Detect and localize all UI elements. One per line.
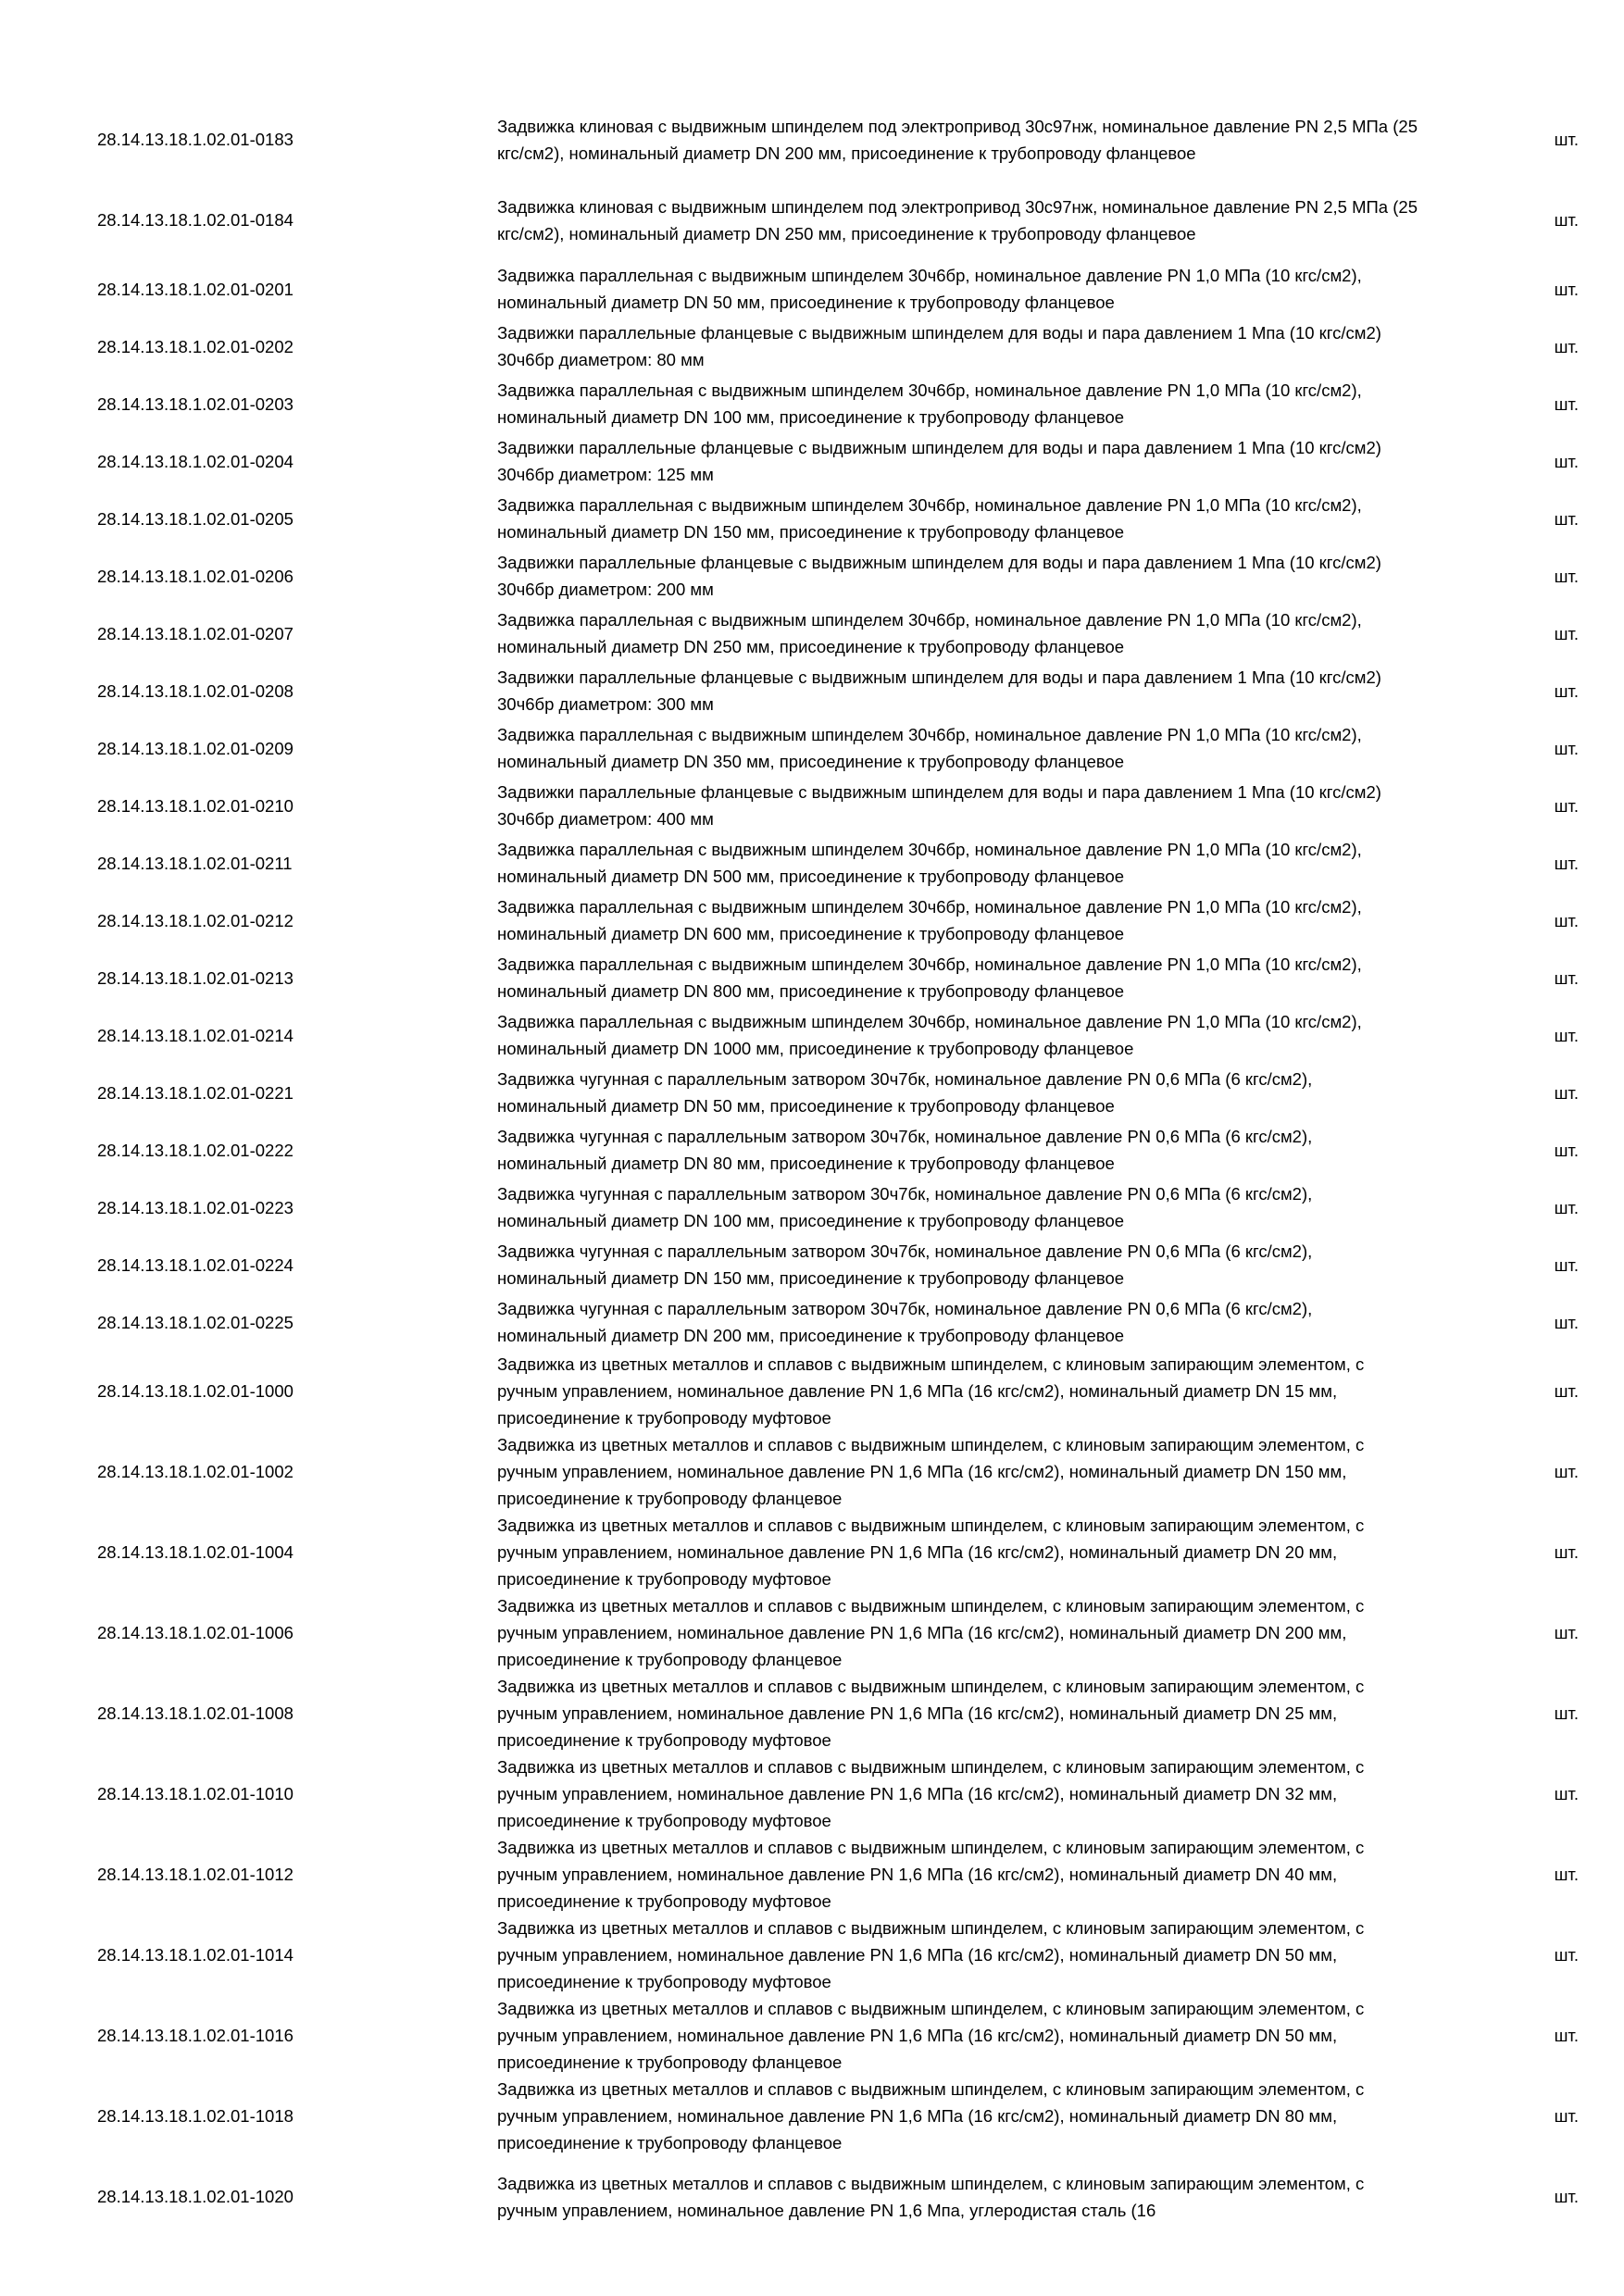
resource-unit: шт. [1554,2187,1579,2206]
resource-unit: шт. [1554,508,1579,529]
table-row [93,318,1586,375]
resource-description: Задвижка из цветных металлов и сплавов с выдвижным шпинделем, с клиновым запирающим элементом, с ручным управлением, номинальное давление PN 1,6 Мпа, углеродистая сталь (16 [497,2173,1365,2220]
table-row [93,490,1586,547]
table-row [93,2076,1586,2156]
resource-unit: шт. [1554,451,1579,471]
resource-code: 28.14.13.18.1.02.01-0202 [97,336,294,356]
table-row [93,1592,1586,1673]
resource-code: 28.14.13.18.1.02.01-0203 [97,393,294,414]
resource-table [93,99,1586,2237]
resource-unit: шт. [1554,1865,1579,1884]
resource-unit: шт. [1554,1381,1579,1401]
resource-description: Задвижка из цветных металлов и сплавов с выдвижным шпинделем, с клиновым запирающим элементом, с ручным управлением, номинальное давление PN 1,6 МПа (16 кгс/см2), номинальный диаметр DN 20 мм, присоединение к трубопроводу муфтовое [497,1516,1365,1589]
resource-code: 28.14.13.18.1.02.01-1012 [97,1865,294,1884]
resource-unit: шт. [1554,2106,1579,2126]
resource-code: 28.14.13.18.1.02.01-1006 [97,1623,294,1642]
table-row [93,949,1586,1006]
resource-description: Задвижка из цветных металлов и сплавов с выдвижным шпинделем, с клиновым запирающим элементом, с ручным управлением, номинальное давление PN 1,6 МПа (16 кгс/см2), номинальный диаметр DN 15 мм, присоединение к трубопроводу муфтовое [497,1354,1365,1428]
resource-unit: шт. [1554,1542,1579,1562]
resource-unit: шт. [1554,336,1579,356]
table-row [93,1834,1586,1915]
resource-unit: шт. [1554,1945,1579,1965]
table-row [93,834,1586,892]
resource-code: 28.14.13.18.1.02.01-1004 [97,1542,294,1562]
table-row [93,1673,1586,1753]
resource-code: 28.14.13.18.1.02.01-0209 [97,738,294,758]
table-row [93,547,1586,605]
table-row [93,1006,1586,1064]
resource-description: Задвижка клиновая с выдвижным шпинделем под электропривод 30с97нж, номинальное давление PN 2,5 МПа (25 кгс/см2), номинальный диаметр DN 200 мм, присоединение к трубопроводу фланцевое [497,116,1418,163]
table-row [93,1121,1586,1179]
resource-description: Задвижка параллельная с выдвижным шпинделем 30ч6бр, номинальное давление PN 1,0 МПа (10 кгс/см2), номинальный диаметр DN 50 мм, присоединение к трубопроводу фланцевое [497,266,1362,312]
table-row [93,1293,1586,1351]
resource-unit: шт. [1554,910,1579,930]
resource-unit: шт. [1554,1025,1579,1045]
table-row [93,375,1586,432]
resource-code: 28.14.13.18.1.02.01-1014 [97,1945,294,1965]
resource-description: Задвижка из цветных металлов и сплавов с выдвижным шпинделем, с клиновым запирающим элементом, с ручным управлением, номинальное давление PN 1,6 МПа (16 кгс/см2), номинальный диаметр DN 50 мм, присоединение к трубопроводу муфтовое [497,1918,1365,1991]
resource-code: 28.14.13.18.1.02.01-0225 [97,1312,294,1332]
table-row [93,719,1586,777]
resource-code: 28.14.13.18.1.02.01-0206 [97,566,294,586]
resource-unit: шт. [1554,1197,1579,1217]
resource-unit: шт. [1554,2026,1579,2045]
resource-description: Задвижка клиновая с выдвижным шпинделем под электропривод 30с97нж, номинальное давление PN 2,5 МПа (25 кгс/см2), номинальный диаметр DN 250 мм, присоединение к трубопроводу фланцевое [497,196,1418,243]
resource-description: Задвижки параллельные фланцевые с выдвижным шпинделем для воды и пара давлением 1 Мпа (10 кгс/см2) 30ч6бр диаметром: 400 мм [497,782,1381,829]
resource-unit: шт. [1554,279,1579,299]
resource-description: Задвижки параллельные фланцевые с выдвижным шпинделем для воды и пара давлением 1 Мпа (10 кгс/см2) 30ч6бр диаметром: 125 мм [497,438,1381,484]
resource-unit: шт. [1554,1140,1579,1160]
resource-unit: шт. [1554,1623,1579,1642]
table-row [93,1351,1586,1431]
table-row [93,260,1586,318]
resource-unit: шт. [1554,566,1579,586]
resource-code: 28.14.13.18.1.02.01-0224 [97,1254,294,1275]
resource-description: Задвижка из цветных металлов и сплавов с выдвижным шпинделем, с клиновым запирающим элементом, с ручным управлением, номинальное давление PN 1,6 МПа (16 кгс/см2), номинальный диаметр DN 150 мм, присоединение к трубопроводу фланцевое [497,1435,1365,1508]
resource-code: 28.14.13.18.1.02.01-0201 [97,279,294,299]
table-row [93,892,1586,949]
resource-unit: шт. [1554,738,1579,758]
resource-code: 28.14.13.18.1.02.01-1000 [97,1381,294,1401]
table-row [93,605,1586,662]
resource-code: 28.14.13.18.1.02.01-0210 [97,795,294,816]
resource-description: Задвижка из цветных металлов и сплавов с выдвижным шпинделем, с клиновым запирающим элементом, с ручным управлением, номинальное давление PN 1,6 МПа (16 кгс/см2), номинальный диаметр DN 50 мм, присоединение к трубопроводу фланцевое [497,1999,1365,2072]
resource-description: Задвижки параллельные фланцевые с выдвижным шпинделем для воды и пара давлением 1 Мпа (10 кгс/см2) 30ч6бр диаметром: 200 мм [497,553,1381,599]
resource-unit: шт. [1554,795,1579,816]
resource-code: 28.14.13.18.1.02.01-1018 [97,2106,294,2126]
resource-description: Задвижка из цветных металлов и сплавов с выдвижным шпинделем, с клиновым запирающим элементом, с ручным управлением, номинальное давление PN 1,6 МПа (16 кгс/см2), номинальный диаметр DN 25 мм, присоединение к трубопроводу муфтовое [497,1677,1365,1750]
resource-description: Задвижка параллельная с выдвижным шпинделем 30ч6бр, номинальное давление PN 1,0 МПа (10 кгс/см2), номинальный диаметр DN 1000 мм, присоединение к трубопроводу фланцевое [497,1012,1362,1058]
resource-description: Задвижки параллельные фланцевые с выдвижным шпинделем для воды и пара давлением 1 Мпа (10 кгс/см2) 30ч6бр диаметром: 80 мм [497,323,1381,369]
resource-code: 28.14.13.18.1.02.01-0204 [97,451,294,471]
resource-unit: шт. [1554,1703,1579,1723]
resource-description: Задвижка чугунная с параллельным затвором 30ч7бк, номинальное давление PN 0,6 МПа (6 кгс/см2), номинальный диаметр DN 80 мм, присоединение к трубопроводу фланцевое [497,1127,1313,1173]
resource-description: Задвижка чугунная с параллельным затвором 30ч7бк, номинальное давление PN 0,6 МПа (6 кгс/см2), номинальный диаметр DN 100 мм, присоединение к трубопроводу фланцевое [497,1184,1313,1230]
resource-unit: шт. [1554,1784,1579,1803]
resource-description: Задвижка параллельная с выдвижным шпинделем 30ч6бр, номинальное давление PN 1,0 МПа (10 кгс/см2), номинальный диаметр DN 500 мм, присоединение к трубопроводу фланцевое [497,840,1362,886]
resource-table-body [93,99,1586,2237]
resource-description: Задвижка из цветных металлов и сплавов с выдвижным шпинделем, с клиновым запирающим элементом, с ручным управлением, номинальное давление PN 1,6 МПа (16 кгс/см2), номинальный диаметр DN 32 мм, присоединение к трубопроводу муфтовое [497,1757,1365,1830]
resource-unit: шт. [1554,967,1579,988]
resource-unit: шт. [1554,130,1579,149]
resource-description: Задвижка из цветных металлов и сплавов с выдвижным шпинделем, с клиновым запирающим элементом, с ручным управлением, номинальное давление PN 1,6 МПа (16 кгс/см2), номинальный диаметр DN 40 мм, присоединение к трубопроводу муфтовое [497,1838,1365,1911]
resource-code: 28.14.13.18.1.02.01-1020 [97,2187,294,2206]
resource-unit: шт. [1554,1312,1579,1332]
resource-code: 28.14.13.18.1.02.01-0207 [97,623,294,643]
resource-description: Задвижка параллельная с выдвижным шпинделем 30ч6бр, номинальное давление PN 1,0 МПа (10 кгс/см2), номинальный диаметр DN 800 мм, присоединение к трубопроводу фланцевое [497,955,1362,1001]
table-row [93,1431,1586,1512]
table-row [93,662,1586,719]
resource-description: Задвижка параллельная с выдвижным шпинделем 30ч6бр, номинальное давление PN 1,0 МПа (10 кгс/см2), номинальный диаметр DN 150 мм, присоединение к трубопроводу фланцевое [497,495,1362,542]
resource-code: 28.14.13.18.1.02.01-0214 [97,1025,294,1045]
resource-code: 28.14.13.18.1.02.01-1002 [97,1462,294,1481]
resource-code: 28.14.13.18.1.02.01-0212 [97,910,294,930]
resource-unit: шт. [1554,1254,1579,1275]
resource-code: 28.14.13.18.1.02.01-0211 [97,853,293,873]
table-row [93,1995,1586,2076]
table-row [93,1753,1586,1834]
resource-description: Задвижка параллельная с выдвижным шпинделем 30ч6бр, номинальное давление PN 1,0 МПа (10 кгс/см2), номинальный диаметр DN 600 мм, присоединение к трубопроводу фланцевое [497,897,1362,943]
resource-unit: шт. [1554,853,1579,873]
resource-code: 28.14.13.18.1.02.01-0221 [97,1082,294,1103]
resource-code: 28.14.13.18.1.02.01-1008 [97,1703,294,1723]
table-row [93,1179,1586,1236]
resource-code: 28.14.13.18.1.02.01-0208 [97,680,294,701]
table-row [93,1512,1586,1592]
resource-unit: шт. [1554,623,1579,643]
resource-description: Задвижка из цветных металлов и сплавов с выдвижным шпинделем, с клиновым запирающим элементом, с ручным управлением, номинальное давление PN 1,6 МПа (16 кгс/см2), номинальный диаметр DN 80 мм, присоединение к трубопроводу фланцевое [497,2079,1365,2152]
resource-code: 28.14.13.18.1.02.01-0205 [97,508,294,529]
resource-code: 28.14.13.18.1.02.01-0183 [97,130,294,149]
resource-code: 28.14.13.18.1.02.01-0222 [97,1140,294,1160]
resource-code: 28.14.13.18.1.02.01-0223 [97,1197,294,1217]
resource-description: Задвижка чугунная с параллельным затвором 30ч7бк, номинальное давление PN 0,6 МПа (6 кгс/см2), номинальный диаметр DN 50 мм, присоединение к трубопроводу фланцевое [497,1069,1313,1116]
resource-unit: шт. [1554,393,1579,414]
table-row [93,180,1586,260]
table-row [93,1064,1586,1121]
table-row [93,777,1586,834]
resource-description: Задвижка параллельная с выдвижным шпинделем 30ч6бр, номинальное давление PN 1,0 МПа (10 кгс/см2), номинальный диаметр DN 350 мм, присоединение к трубопроводу фланцевое [497,725,1362,771]
resource-description: Задвижка чугунная с параллельным затвором 30ч7бк, номинальное давление PN 0,6 МПа (6 кгс/см2), номинальный диаметр DN 150 мм, присоединение к трубопроводу фланцевое [497,1242,1313,1288]
table-row [93,1236,1586,1293]
resource-description: Задвижки параллельные фланцевые с выдвижным шпинделем для воды и пара давлением 1 Мпа (10 кгс/см2) 30ч6бр диаметром: 300 мм [497,668,1381,714]
table-row [93,2156,1586,2237]
resource-description: Задвижка параллельная с выдвижным шпинделем 30ч6бр, номинальное давление PN 1,0 МПа (10 кгс/см2), номинальный диаметр DN 100 мм, присоединение к трубопроводу фланцевое [497,381,1362,427]
table-row [93,1915,1586,1995]
resource-code: 28.14.13.18.1.02.01-1010 [97,1784,294,1803]
table-row [93,432,1586,490]
resource-unit: шт. [1554,210,1579,230]
resource-code: 28.14.13.18.1.02.01-0184 [97,210,294,230]
resource-unit: шт. [1554,680,1579,701]
resource-description: Задвижка чугунная с параллельным затвором 30ч7бк, номинальное давление PN 0,6 МПа (6 кгс/см2), номинальный диаметр DN 200 мм, присоединение к трубопроводу фланцевое [497,1299,1313,1345]
resource-unit: шт. [1554,1082,1579,1103]
resource-code: 28.14.13.18.1.02.01-0213 [97,967,294,988]
table-row [93,99,1586,180]
resource-description: Задвижка параллельная с выдвижным шпинделем 30ч6бр, номинальное давление PN 1,0 МПа (10 кгс/см2), номинальный диаметр DN 250 мм, присоединение к трубопроводу фланцевое [497,610,1362,656]
resource-code: 28.14.13.18.1.02.01-1016 [97,2026,294,2045]
resource-description: Задвижка из цветных металлов и сплавов с выдвижным шпинделем, с клиновым запирающим элементом, с ручным управлением, номинальное давление PN 1,6 МПа (16 кгс/см2), номинальный диаметр DN 200 мм, присоединение к трубопроводу фланцевое [497,1596,1365,1669]
resource-unit: шт. [1554,1462,1579,1481]
